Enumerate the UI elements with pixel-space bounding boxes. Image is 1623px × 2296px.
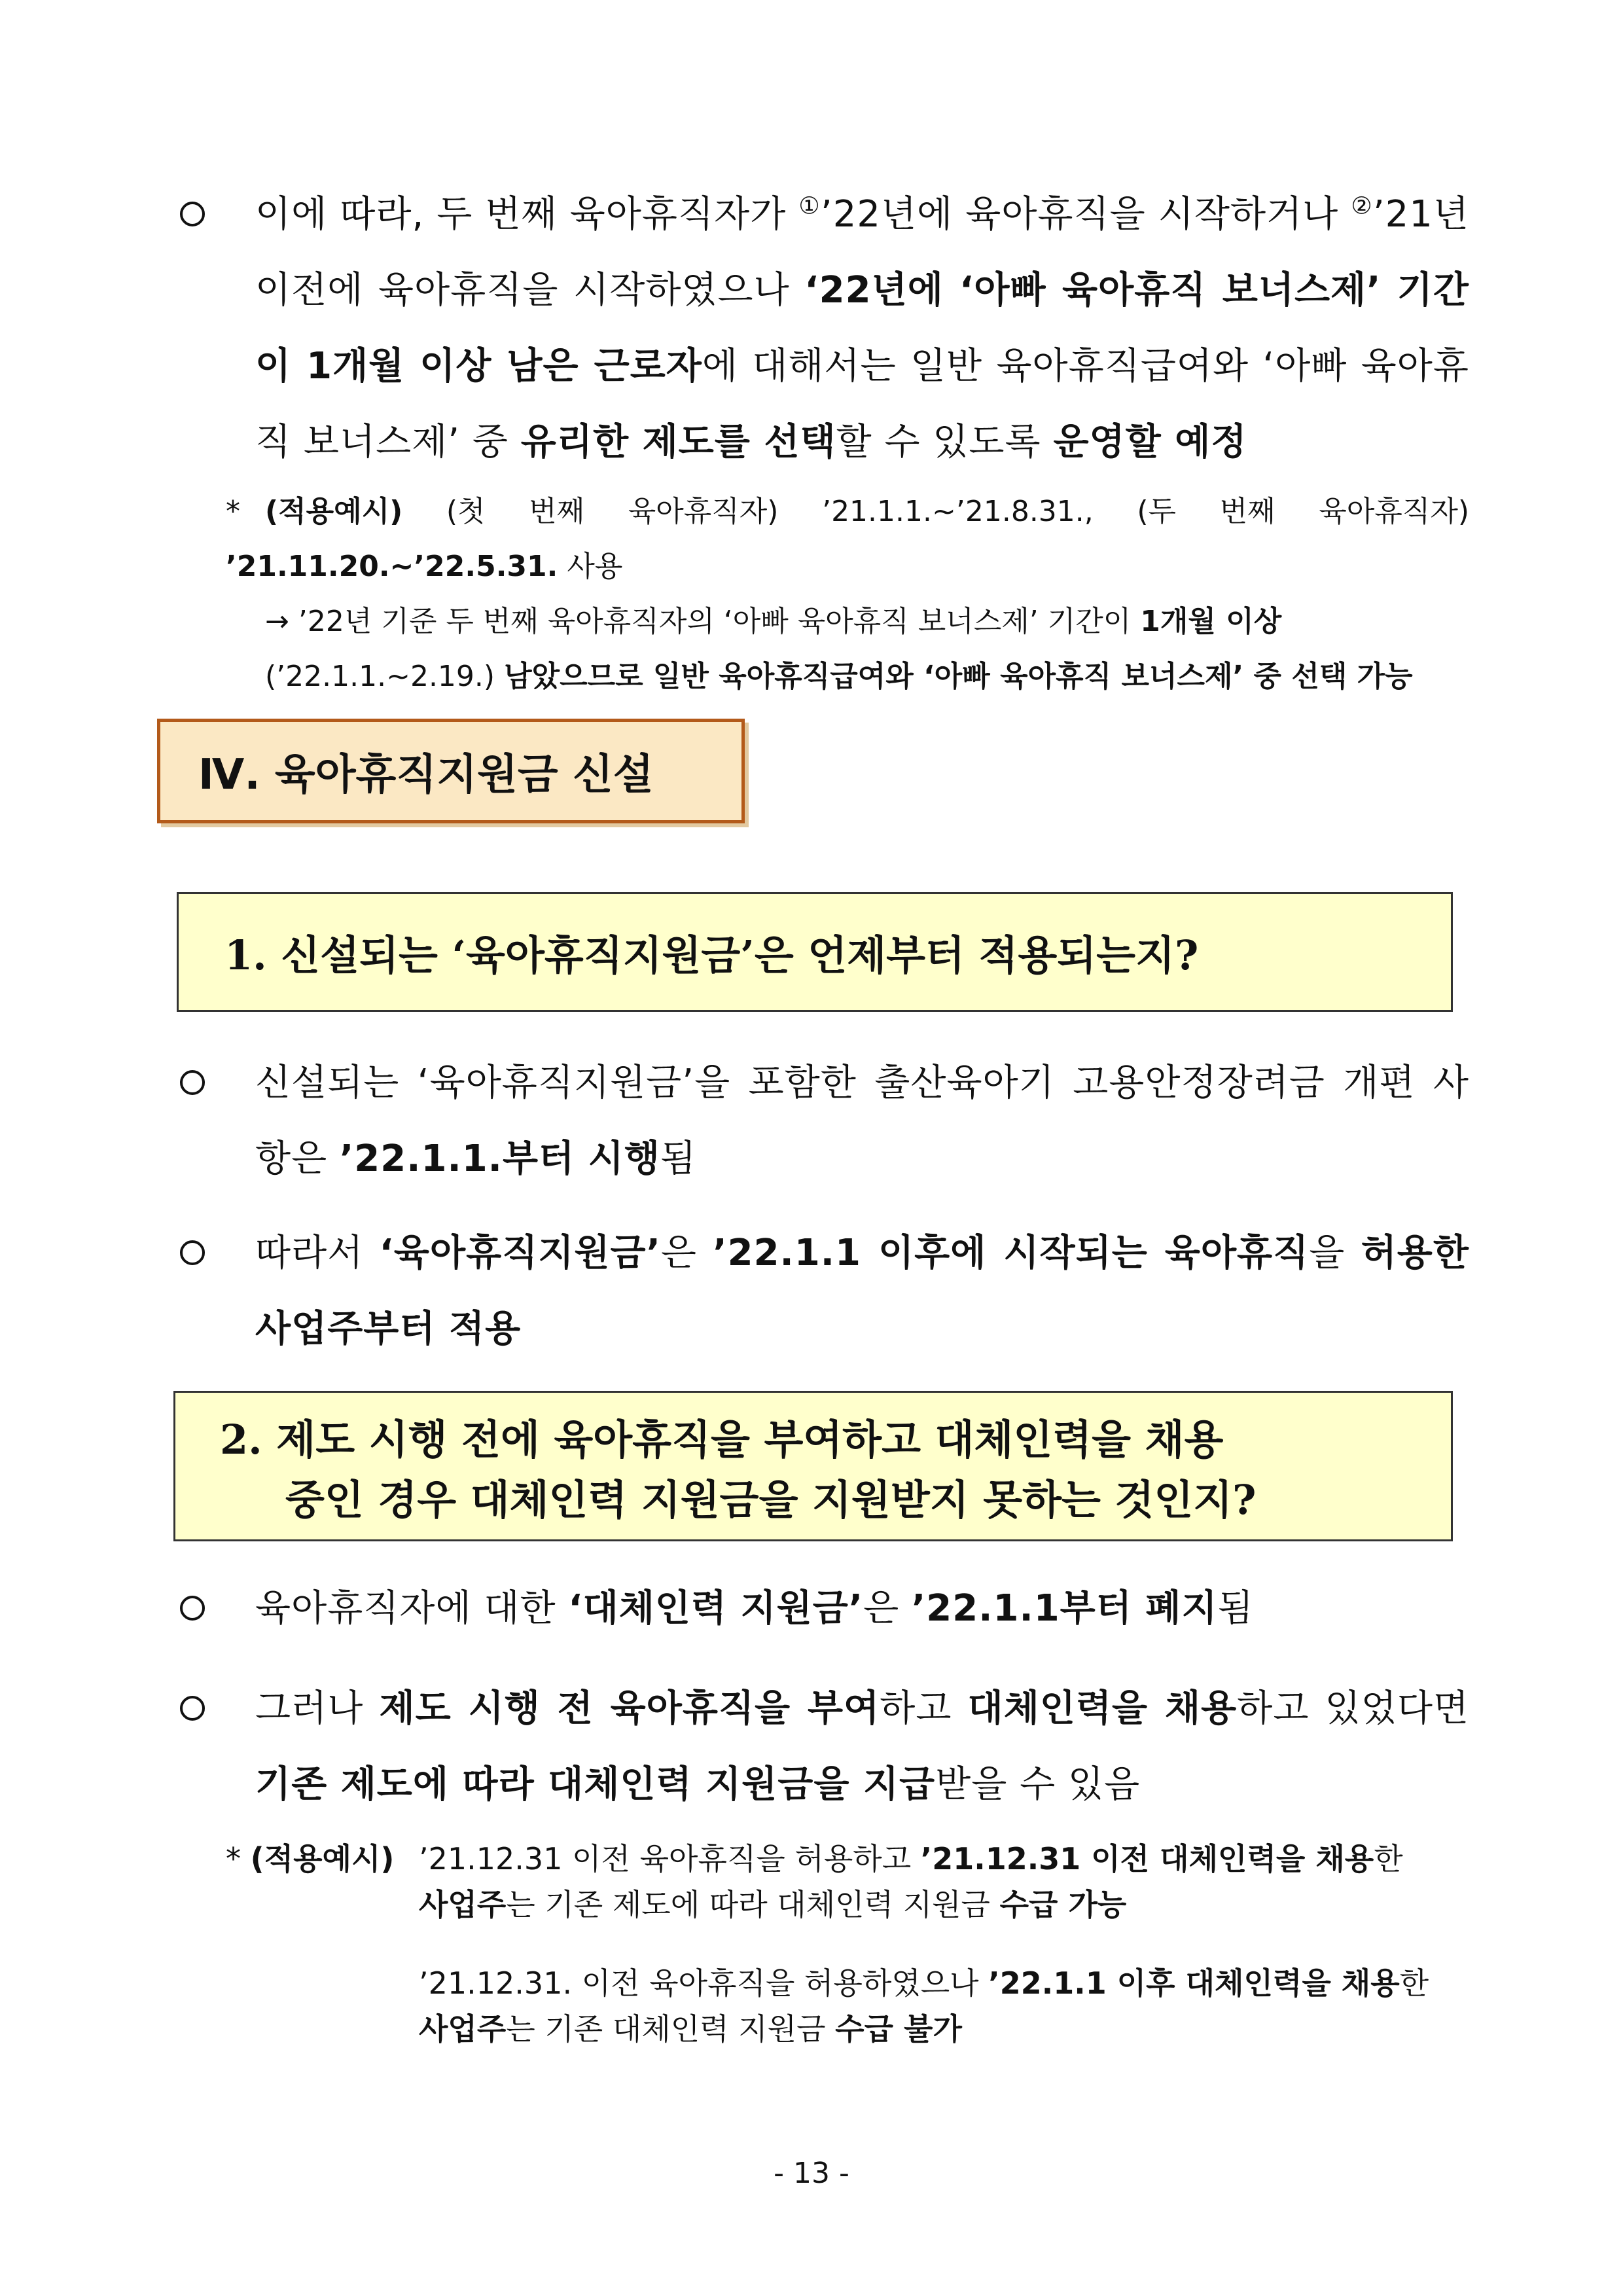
intro-example-note	[226, 484, 1469, 704]
text-run: 한	[1399, 1965, 1429, 2001]
text-run: 됨	[1217, 1587, 1254, 1630]
text-run: ’21.12.31. 이전 육아휴직을 허용하였으나	[419, 1965, 989, 2001]
text-run: 하고 있었다면	[1237, 1687, 1470, 1730]
text-run: 됨	[660, 1138, 696, 1180]
question-2-line-1: 2. 제도 시행 전에 육아휴직을 부여하고 대체인력을 채용	[220, 1416, 1224, 1463]
text-run: 는 기존 제도에 따라 대체인력 지원금	[506, 1887, 1000, 1922]
text-run: (첫 번째 육아휴직자) ’21.1.1.~’21.8.31., (두 번째 육아휴직자)	[402, 495, 1469, 528]
note-asterisk: *	[226, 1841, 241, 1876]
bullet-circle-icon	[180, 1240, 205, 1265]
bullet-circle-icon	[180, 1696, 205, 1721]
page-number: - 13 -	[774, 2157, 849, 2190]
text-run: 그러나	[255, 1687, 380, 1730]
note-label: (적용예시)	[250, 1841, 395, 1876]
text-run: 사용	[558, 550, 623, 583]
answer-4-bullet	[180, 1671, 1469, 1823]
bold-run: ‘대체인력 지원금’	[568, 1587, 864, 1630]
answer-2-bullet	[180, 1215, 1469, 1367]
text-run: 할 수 있도록	[836, 421, 1054, 463]
intro-bullet	[180, 177, 1469, 480]
text-run: 에 대해서는 일반 육아휴직급여와 ‘아빠 육아휴직 보너스제’ 중	[255, 345, 1469, 463]
bold-run: 1개월 이상	[1140, 605, 1282, 638]
text-run: 따라서	[255, 1232, 380, 1274]
text-run: 는 기존 대체인력 지원금	[506, 2011, 836, 2047]
text-run: 을	[1309, 1232, 1361, 1274]
section-title: Ⅳ. 육아휴직지원금 신설	[198, 751, 654, 799]
bold-run: 남았으므로 일반 육아휴직급여와 ‘아빠 육아휴직 보너스제’ 중 선택 가능	[504, 660, 1413, 693]
bold-run: ‘육아휴직지원금’	[379, 1232, 661, 1274]
bold-run: 허용한 사업주부터 적용	[255, 1232, 1469, 1350]
text-run: ’21.12.31 이전 육아휴직을 허용하고	[419, 1841, 921, 1876]
bold-run: ’21.12.31 이전 대체인력을 채용	[920, 1841, 1374, 1876]
answer-1-bullet	[180, 1045, 1469, 1197]
text-run: 받을 수 있음	[935, 1763, 1141, 1806]
note-line-3	[226, 649, 1469, 704]
answer-3-bullet	[180, 1571, 1469, 1647]
question-1-title: 1. 신설되는 ‘육아휴직지원금’은 언제부터 적용되는지?	[224, 931, 1199, 979]
bold-run: 제도 시행 전 육아휴직을 부여	[379, 1687, 880, 1730]
note-line-2	[226, 594, 1469, 649]
bold-run: ’22.1.1 이후에 시작되는 육아휴직	[713, 1232, 1310, 1274]
bullet-circle-icon	[180, 202, 205, 226]
answer-1-paragraph	[255, 1045, 1469, 1197]
text-run: 은	[660, 1232, 713, 1274]
bold-run: 사업주	[419, 2011, 507, 2047]
text-run: ’22년에 육아휴직을 시작하거나	[820, 193, 1351, 236]
note-asterisk: *	[226, 495, 240, 528]
text-run: 하고	[880, 1687, 968, 1730]
bold-run: 유리한 제도를 선택	[520, 421, 836, 463]
bold-run: 대체인력을 채용	[967, 1687, 1238, 1730]
bold-run: 운영할 예정	[1053, 421, 1247, 463]
bold-run: ’22.1.1 이후 대체인력을 채용	[988, 1965, 1400, 2001]
section-header-box	[157, 719, 745, 823]
bullet-circle-icon	[180, 1596, 205, 1621]
bold-run: ‘22년에 ‘아빠 육아휴직 보너스제’ 기간이 1개월 이상 남은 근로자	[255, 269, 1469, 387]
text-run: 이에 따라, 두 번째 육아휴직자가	[255, 193, 799, 236]
circled-number: ②	[1351, 192, 1373, 220]
bullet-circle-icon	[180, 1070, 205, 1095]
text-run: (’22.1.1.~2.19.)	[265, 660, 505, 693]
question-1-box	[177, 892, 1453, 1012]
text-run: 신설되는 ‘육아휴직지원금’을 포함한 출산육아기 고용안정장려금 개편 사항은	[255, 1062, 1469, 1180]
text-run: 한	[1374, 1841, 1403, 1876]
text-run: 은	[863, 1587, 912, 1630]
bold-run: 기존 제도에 따라 대체인력 지원금을 지급	[255, 1763, 936, 1806]
text-run: → ’22년 기준 두 번째 육아휴직자의 ‘아빠 육아휴직 보너스제’ 기간이	[265, 605, 1141, 638]
circled-number: ①	[798, 192, 821, 220]
question-2-line-2: 중인 경우 대체인력 지원금을 지원받지 못하는 것인지?	[285, 1476, 1257, 1524]
note-line-1	[226, 484, 1469, 594]
example-case-1	[419, 1836, 1479, 1928]
bold-run: 수급 불가	[835, 2011, 962, 2047]
bold-run: 사업주	[419, 1887, 507, 1922]
answer-2-paragraph	[255, 1215, 1469, 1367]
example-label-row	[226, 1836, 394, 1882]
text-run: 육아휴직자에 대한	[255, 1587, 569, 1630]
answer-4-paragraph	[255, 1671, 1469, 1823]
example-case-2	[419, 1960, 1479, 2052]
text-run: ’21년 이전에 육아휴직을 시작하였으나	[255, 193, 1470, 312]
intro-paragraph	[255, 177, 1469, 480]
question-2-box	[173, 1391, 1453, 1541]
bold-run: ’21.11.20.~’22.5.31.	[226, 550, 558, 583]
answer-3-paragraph	[255, 1571, 1469, 1647]
bold-run: ’22.1.1.부터 시행	[340, 1138, 660, 1180]
bold-run: 수급 가능	[999, 1887, 1127, 1922]
bold-run: ’22.1.1부터 폐지	[912, 1587, 1218, 1630]
note-label: (적용예시)	[265, 495, 403, 528]
